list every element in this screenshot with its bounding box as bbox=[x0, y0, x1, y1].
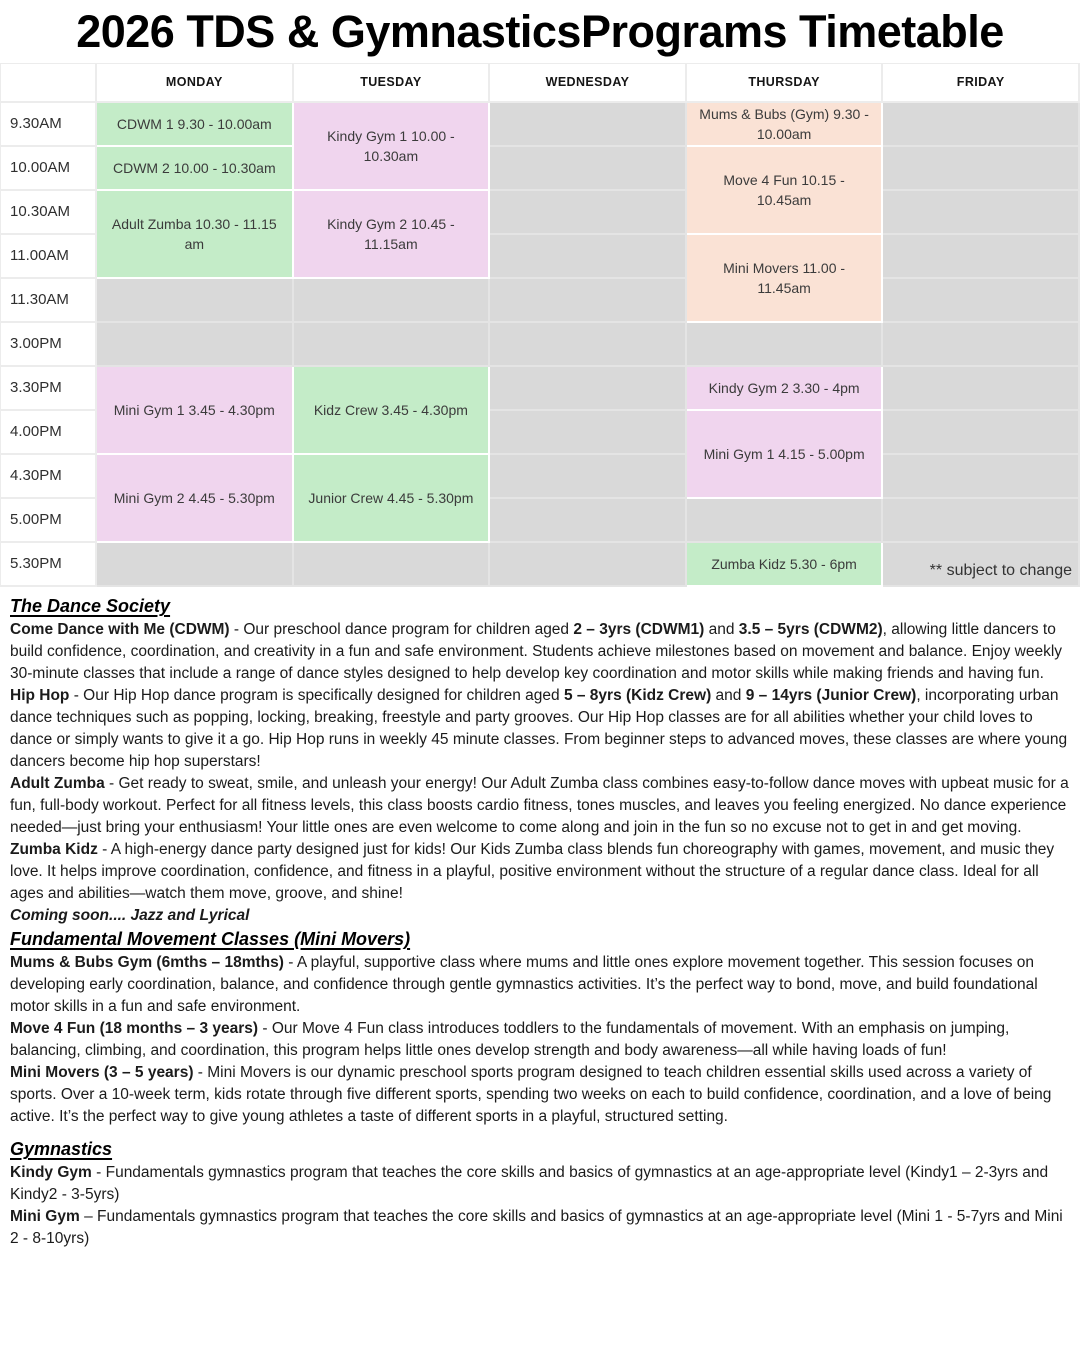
time-label: 5.30PM bbox=[0, 543, 97, 587]
text-segment: - A playful, supportive class where mums and little ones explore movement together. This session focuses on developing early coordination, balance, and confidence through gentle gymnastics activities. It’s the perfect way to bond, move, and build foundational motor skills in a fun and safe environment. bbox=[10, 954, 1038, 1015]
time-label: 3.30PM bbox=[0, 367, 97, 411]
empty-cell bbox=[883, 103, 1080, 147]
empty-cell bbox=[883, 147, 1080, 191]
text-segment: and bbox=[704, 621, 739, 638]
kindy-gym-description bbox=[10, 1162, 1070, 1206]
coming-soon-note: Coming soon.... Jazz and Lyrical bbox=[10, 907, 250, 924]
empty-cell bbox=[883, 323, 1080, 367]
section-heading-fundamental-movement: Fundamental Movement Classes (Mini Movers) bbox=[10, 929, 411, 949]
event-mini-gym2-monday: Mini Gym 2 4.45 - 5.30pm bbox=[97, 455, 294, 543]
day-header-tuesday: TUESDAY bbox=[294, 63, 491, 103]
text-segment: - Fundamentals gymnastics program that teaches the core skills and basics of gymnastics at an age-appropriate level (Kindy1 – 2-3yrs and Kindy2 - 3-5yrs) bbox=[10, 1164, 1049, 1203]
event-cdwm2-monday: CDWM 2 10.00 - 10.30am bbox=[97, 147, 294, 191]
empty-cell bbox=[490, 543, 687, 587]
empty-cell bbox=[883, 499, 1080, 543]
empty-cell bbox=[687, 323, 884, 367]
text-segment: and bbox=[711, 687, 746, 704]
text-segment: - Mini Movers is our dynamic preschool sports program designed to teach children essential skills used across a variety of sports. Over a 10-week term, kids rotate through five different sports, spending two weeks on each to build confidence, coordination, and a love of being active. It’s the perfect way to give young athletes a taste of different sports in a playful, structured setting. bbox=[10, 1064, 1052, 1125]
event-kindy-gym2-tuesday: Kindy Gym 2 10.45 - 11.15am bbox=[294, 191, 491, 279]
time-label: 4.30PM bbox=[0, 455, 97, 499]
page-title: 2026 TDS & GymnasticsPrograms Timetable bbox=[76, 5, 1004, 57]
day-header-thursday: THURSDAY bbox=[687, 63, 884, 103]
text-segment: - Get ready to sweat, smile, and unleash your energy! Our Adult Zumba class combines easy-to-follow dance moves with upbeat music for a fun, full-body workout. Perfect for all fitness levels, this class boosts cardio fitness, tones muscles, and leaves you feeling energized. No dance experience needed—just bring your enthusiasm! Your little ones are even welcome to come along and join in the fun so no excuse not to get in and get moving. bbox=[10, 775, 1069, 836]
cdwm-description bbox=[10, 619, 1070, 685]
empty-cell bbox=[490, 235, 687, 279]
time-label: 10.00AM bbox=[0, 147, 97, 191]
section-heading-gymnastics: Gymnastics bbox=[10, 1139, 113, 1159]
empty-cell bbox=[490, 367, 687, 411]
hiphop-description bbox=[10, 685, 1070, 773]
event-kidz-crew-tuesday: Kidz Crew 3.45 - 4.30pm bbox=[294, 367, 491, 455]
empty-cell bbox=[490, 411, 687, 455]
program-name: Zumba Kidz bbox=[10, 841, 98, 858]
age-range: 2 – 3yrs (CDWM1) bbox=[573, 621, 705, 638]
day-header-wednesday: WEDNESDAY bbox=[490, 63, 687, 103]
event-kindy-gym2-thursday: Kindy Gym 2 3.30 - 4pm bbox=[687, 367, 884, 411]
empty-cell bbox=[294, 323, 491, 367]
empty-cell bbox=[490, 191, 687, 235]
age-range: 9 – 14yrs (Junior Crew) bbox=[745, 687, 917, 704]
time-label: 4.00PM bbox=[0, 411, 97, 455]
subject-to-change-note: ** subject to change bbox=[883, 543, 1080, 587]
event-kindy-gym1-tuesday: Kindy Gym 1 10.00 - 10.30am bbox=[294, 103, 491, 191]
program-name: Mini Movers (3 – 5 years) bbox=[10, 1064, 194, 1081]
text-segment: - Our Hip Hop dance program is specifically designed for children aged bbox=[69, 687, 564, 704]
move4fun-description bbox=[10, 1018, 1070, 1062]
adult-zumba-description bbox=[10, 773, 1070, 839]
program-descriptions bbox=[0, 587, 1080, 1250]
empty-cell bbox=[490, 499, 687, 543]
empty-cell bbox=[883, 191, 1080, 235]
mini-gym-description bbox=[10, 1206, 1070, 1250]
event-junior-crew-tuesday: Junior Crew 4.45 - 5.30pm bbox=[294, 455, 491, 543]
empty-cell bbox=[883, 279, 1080, 323]
empty-cell bbox=[294, 279, 491, 323]
time-label: 3.00PM bbox=[0, 323, 97, 367]
time-label: 5.00PM bbox=[0, 499, 97, 543]
empty-cell bbox=[490, 455, 687, 499]
time-label: 10.30AM bbox=[0, 191, 97, 235]
empty-cell bbox=[883, 235, 1080, 279]
text-segment: , incorporating urban dance techniques such as popping, locking, breaking, freestyle and party grooves. Our Hip Hop classes are for all abilities whether your child loves to dance or simply wants to give it a go. Hip Hop runs in weekly 45 minute classes. From beginner steps to advanced moves, these classes are where young dancers become hip hop superstars! bbox=[10, 687, 1068, 770]
day-header-monday: MONDAY bbox=[97, 63, 294, 103]
time-label: 11.30AM bbox=[0, 279, 97, 323]
age-range: 3.5 – 5yrs (CDWM2) bbox=[738, 621, 883, 638]
empty-cell bbox=[883, 411, 1080, 455]
program-name: Mums & Bubs Gym (6mths – 18mths) bbox=[10, 954, 284, 971]
timetable-grid bbox=[0, 63, 1080, 587]
mums-bubs-description bbox=[10, 952, 1070, 1018]
empty-cell bbox=[97, 543, 294, 587]
time-label: 11.00AM bbox=[0, 235, 97, 279]
text-segment: - A high-energy dance party designed just for kids! Our Kids Zumba class blends fun choreography with games, movement, and music they love. It helps improve coordination, confidence, and fitness in a playful, positive environment without the structure of a regular dance class. Ideal for all ages and abilities—watch them move, groove, and shine! bbox=[10, 841, 1055, 902]
empty-cell bbox=[687, 499, 884, 543]
empty-cell bbox=[490, 279, 687, 323]
text-segment: - Our preschool dance program for children aged bbox=[229, 621, 574, 638]
text-segment: – Fundamentals gymnastics program that teaches the core skills and basics of gymnastics at an age-appropriate level (Mini 1 - 5-7yrs and Mini 2 - 8-10yrs) bbox=[10, 1208, 1063, 1247]
program-name: Mini Gym bbox=[10, 1208, 80, 1225]
empty-cell bbox=[294, 543, 491, 587]
empty-cell bbox=[97, 323, 294, 367]
program-name: Kindy Gym bbox=[10, 1164, 92, 1181]
event-mini-gym1-monday: Mini Gym 1 3.45 - 4.30pm bbox=[97, 367, 294, 455]
event-adult-zumba-monday: Adult Zumba 10.30 - 11.15 am bbox=[97, 191, 294, 279]
program-name: Hip Hop bbox=[10, 687, 70, 704]
event-mini-gym1-thursday: Mini Gym 1 4.15 - 5.00pm bbox=[687, 411, 884, 499]
time-label: 9.30AM bbox=[0, 103, 97, 147]
empty-cell bbox=[883, 367, 1080, 411]
empty-cell bbox=[490, 323, 687, 367]
event-zumba-kidz-thursday: Zumba Kidz 5.30 - 6pm bbox=[687, 543, 884, 587]
event-mums-bubs-thursday: Mums & Bubs (Gym) 9.30 - 10.00am bbox=[687, 103, 884, 147]
section-heading-dance-society: The Dance Society bbox=[10, 596, 171, 616]
text-segment: , allowing little dancers to build confidence, coordination, and creativity in a fun and safe environment. Students achieve milestones based on movement and balance. Enjoy weekly 30-minute classes that include a range of dance styles designed to help develop key coordination and motor skills while making friends and having fun. bbox=[10, 621, 1063, 682]
zumba-kidz-description bbox=[10, 839, 1070, 905]
event-move4fun-thursday: Move 4 Fun 10.15 - 10.45am bbox=[687, 147, 884, 235]
empty-cell bbox=[490, 147, 687, 191]
program-name: Adult Zumba bbox=[10, 775, 105, 792]
empty-cell bbox=[97, 279, 294, 323]
day-header-friday: FRIDAY bbox=[883, 63, 1080, 103]
corner-cell bbox=[0, 63, 97, 103]
mini-movers-description bbox=[10, 1062, 1070, 1128]
program-name: Move 4 Fun (18 months – 3 years) bbox=[10, 1020, 259, 1037]
age-range: 5 – 8yrs (Kidz Crew) bbox=[563, 687, 712, 704]
event-cdwm1-monday: CDWM 1 9.30 - 10.00am bbox=[97, 103, 294, 147]
program-name: Come Dance with Me (CDWM) bbox=[10, 621, 230, 638]
empty-cell bbox=[490, 103, 687, 147]
event-mini-movers-thursday: Mini Movers 11.00 - 11.45am bbox=[687, 235, 884, 323]
empty-cell bbox=[883, 455, 1080, 499]
text-segment: - Our Move 4 Fun class introduces toddlers to the fundamentals of movement. With an emphasis on jumping, balancing, climbing, and coordination, this program helps little ones develop strength and body awareness—all while having loads of fun! bbox=[10, 1020, 1010, 1059]
